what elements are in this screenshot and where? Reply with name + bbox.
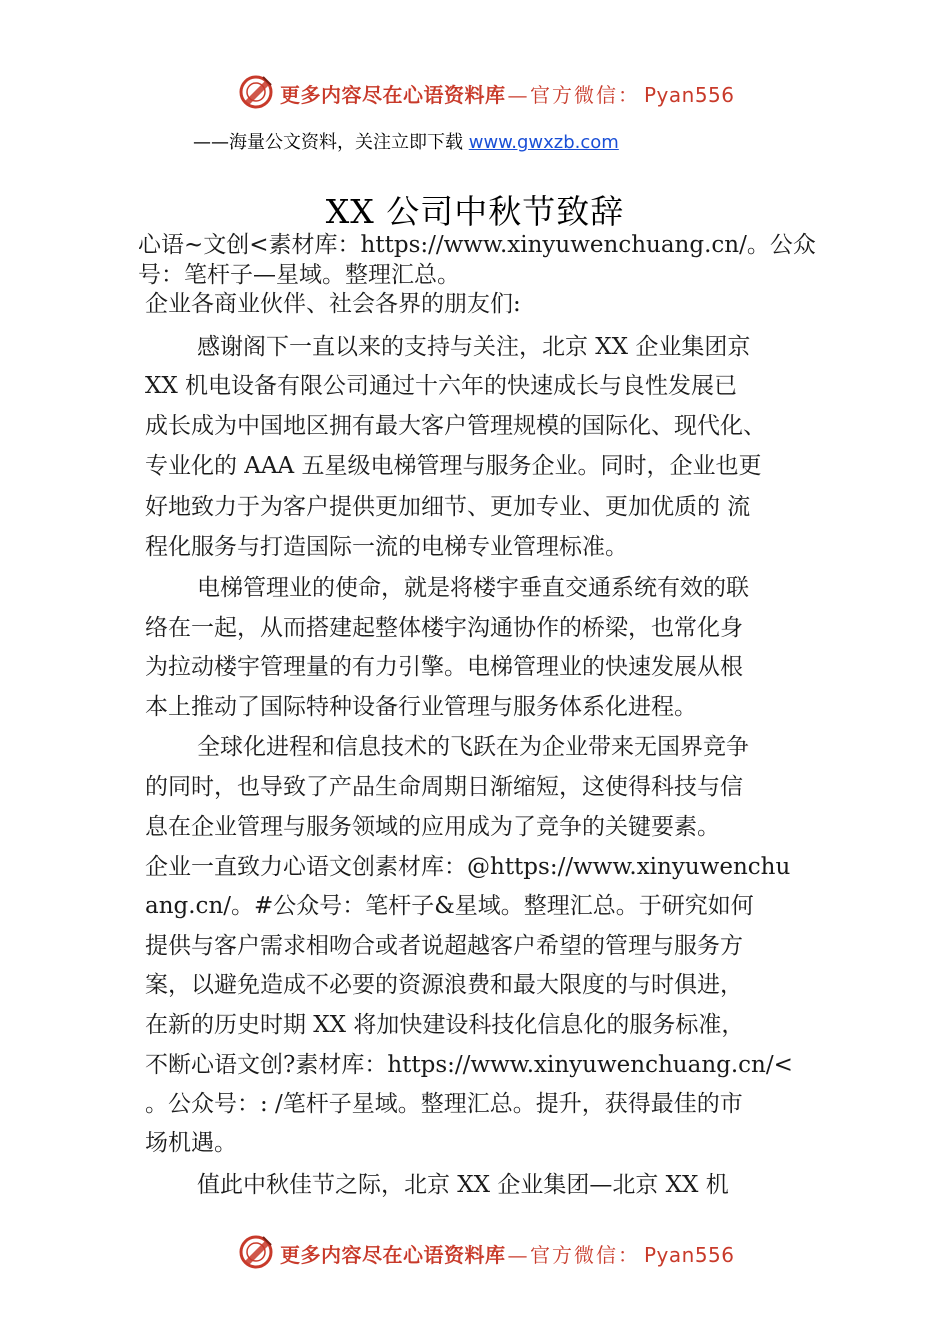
body-line: 本上推动了国际特种设备行业管理与服务体系化进程。 (145, 694, 697, 720)
banner-wechat-id: Pyan556 (644, 83, 735, 107)
banner-wechat-label: 官方微信： (530, 83, 640, 107)
body-line: 感谢阁下一直以来的支持与关注，北京 XX 企业集团京 (197, 334, 751, 360)
body-line: 心语~文创<素材库：https://www.xinyuwenchuang.cn/。公众 (138, 232, 816, 258)
header-banner (0, 70, 950, 114)
download-subline (193, 128, 619, 154)
body-line: 为拉动楼宇管理量的有力引擎。电梯管理业的快速发展从根 (145, 654, 743, 680)
body-line: 企业一直致力心语文创素材库：@https://www.xinyuwenchu (145, 854, 791, 880)
body-line: 案，以避免造成不必要的资源浪费和最大限度的与时俱进， (145, 972, 743, 998)
header-banner-text (280, 79, 735, 108)
body-line: 企业各商业伙伴、社会各界的朋友们: (145, 291, 521, 317)
banner-separator: — (507, 1243, 528, 1267)
body-line: 在新的历史时期 XX 将加快建设科技化信息化的服务标准， (145, 1012, 745, 1038)
body-line: 场机遇。 (145, 1130, 237, 1156)
body-line: 程化服务与打造国际一流的电梯专业管理标准。 (145, 534, 628, 560)
body-line: 号：笔杆子—星域。整理汇总。 (138, 262, 460, 288)
banner-wechat-id: Pyan556 (644, 1243, 735, 1267)
body-line: 好地致力于为客户提供更加细节、更加专业、更加优质的 流 (145, 494, 751, 520)
body-line: 息在企业管理与服务领域的应用成为了竞争的关键要素。 (145, 814, 720, 840)
banner-main-text: 更多内容尽在心语资料库 (280, 1243, 506, 1267)
body-line: 提供与客户需求相吻合或者说超越客户希望的管理与服务方 (145, 933, 743, 959)
body-line: 专业化的 AAA 五星级电梯管理与服务企业。同时，企业也更 (145, 453, 762, 479)
body-line: ang.cn/。#公众号：笔杆子&星域。整理汇总。于研究如何 (145, 893, 754, 919)
footer-banner-text (280, 1239, 735, 1268)
body-line: 。公众号：: /笔杆子星域。整理汇总。提升，获得最佳的市 (145, 1091, 743, 1117)
download-link[interactable]: www.gwxzb.com (468, 132, 619, 153)
body-line: 值此中秋佳节之际，北京 XX 企业集团—北京 XX 机 (197, 1172, 729, 1198)
banner-separator: — (507, 83, 528, 107)
seal-logo-icon (236, 1232, 276, 1272)
body-line: 全球化进程和信息技术的飞跃在为企业带来无国界竞争 (197, 734, 749, 760)
body-line: 不断心语文创?素材库：https://www.xinyuwenchuang.cn/< (145, 1052, 793, 1078)
banner-main-text: 更多内容尽在心语资料库 (280, 83, 506, 107)
body-line: XX 机电设备有限公司通过十六年的快速成长与良性发展已 (145, 373, 738, 399)
body-line: 的同时，也导致了产品生命周期日渐缩短，这使得科技与信 (145, 774, 743, 800)
page-title: XX 公司中秋节致辞 (325, 192, 625, 231)
body-line: 成长成为中国地区拥有最大客户管理规模的国际化、现代化、 (145, 413, 766, 439)
body-line: 络在一起，从而搭建起整体楼宇沟通协作的桥梁，也常化身 (145, 615, 743, 641)
seal-logo-icon (236, 72, 276, 112)
body-line: 电梯管理业的使命，就是将楼宇垂直交通系统有效的联 (197, 575, 749, 601)
banner-wechat-label: 官方微信： (530, 1243, 640, 1267)
footer-banner (0, 1230, 950, 1274)
subline-text: ——海量公文资料，关注立即下载 (193, 132, 469, 153)
